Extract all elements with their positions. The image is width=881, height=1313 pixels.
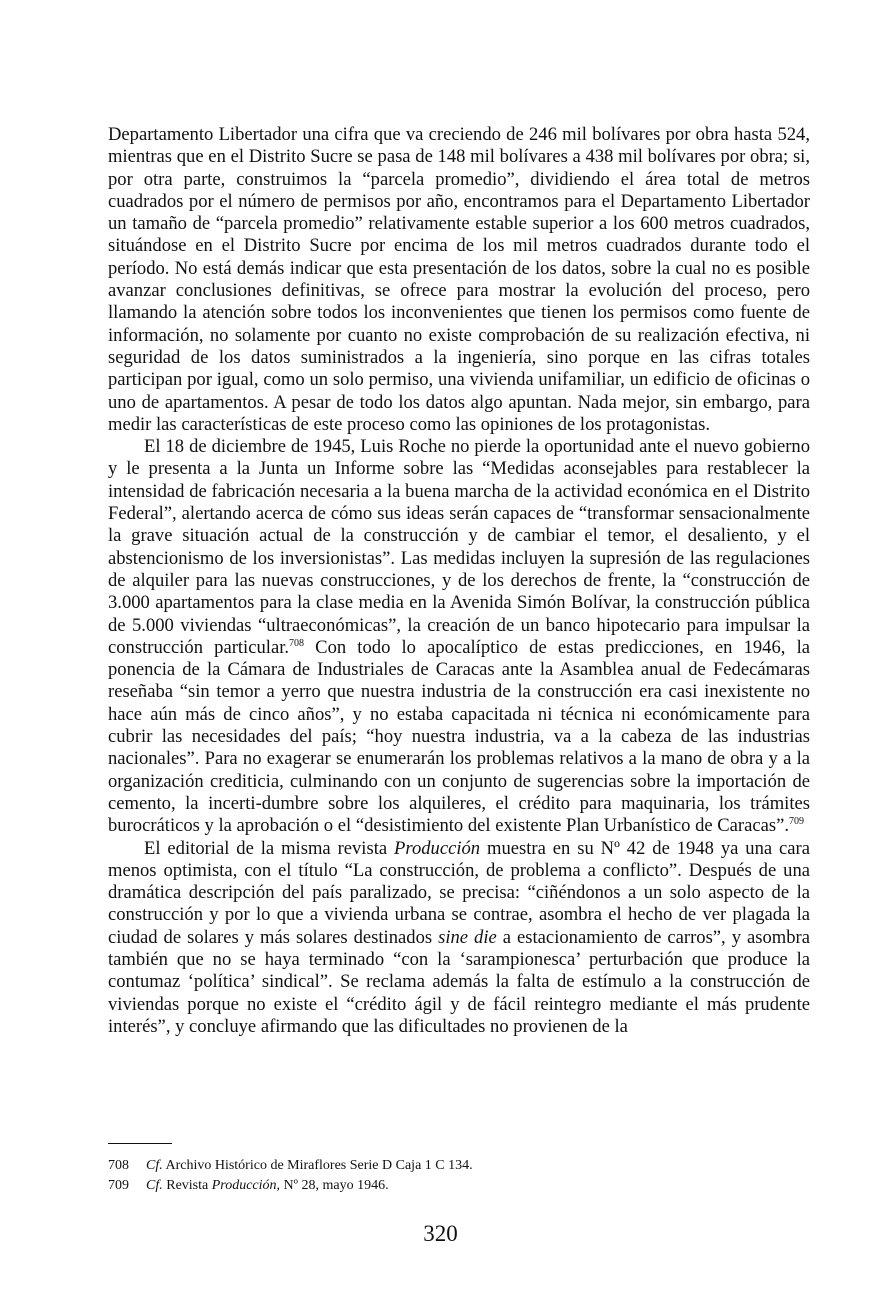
italic-text: Cf. [146,1158,163,1173]
text-run: a estacionamiento de carros”, y asombra también que no se haya terminado “con la ‘sarampionesca’ perturbación que produce la contumaz ‘política’ sindical”. Se reclama además la falta de estímulo a la construcción de viviendas porque no existe el “crédito ágil y de fácil reintegro mediante el más prudente interés”, y concluye afirmando que las dificultades no provienen de la [108,926,810,1037]
footnote-709 [108,1176,810,1196]
italic-text: sine die [438,926,497,948]
italic-text: Producción [394,837,481,859]
paragraph-2 [108,436,810,837]
body-text [108,124,810,1038]
footnote-number: 708 [108,1158,129,1173]
text-run: El 18 de diciembre de 1945, Luis Roche no pierde la oportunidad ante el nuevo gobierno y le presenta a la Junta un Informe sobre las “Medidas aconsejables para restablecer la intensidad de fabricación necesaria a la buena marcha de la actividad económica en el Distrito Federal”, alertando acerca de cómo sus ideas serán capaces de “transformar sensacionalmente la grave situación actual de la construcción y de cambiar el temor, el desaliento, y el abstencionismo de los inversionistas”. Las medidas incluyen la supresión de las regulaciones de alquiler para las nuevas construcciones, y de los derechos de frente, la “construcción de 3.000 apartamentos para la clase media en la Avenida Simón Bolívar, la construcción pública de 5.000 viviendas “ultraeconómicas”, la creación de un banco hipotecario para impulsar la construcción particular. [108,436,810,658]
footnote-ref: 709 [789,816,805,828]
paragraph-3 [108,838,810,1039]
text-run: Con todo lo apocalíptico de estas predicciones, en 1946, la ponencia de la Cámara de Industriales de Caracas ante la Asamblea anual de Fedecámaras reseñaba “sin temor a yerro que nuestra industria de la construcción era casi inexistente no hace aún más de cinco años”, y no estaba capacitada ni técnica ni económicamente para cubrir las necesidades del país; “hoy nuestra industria, va a la cabeza de las industrias nacionales”. Para no exagerar se enumerarán los problemas relativos a la mano de obra y a la organización crediticia, culminando con un conjunto de sugerencias sobre la importación de cemento, la incerti-dumbre sobre los alquileres, el crédito para maquinaria, los trámites burocráticos y la aprobación o el “desistimiento del existente Plan Urbanístico de Caracas”. [108,636,810,837]
footnote-text [146,1176,389,1196]
text-run: Archivo Histórico de Miraflores Serie D Caja 1 C 134. [162,1158,473,1173]
footnote-708 [108,1156,810,1176]
text-run: Revista [162,1178,212,1193]
footnote-text [146,1156,473,1176]
text-run: muestra en su Nº 42 de 1948 ya una cara menos optimista, con el título “La construcción, de problema a conflicto”. Después de una dramática descripción del país paralizado, se precisa: “ciñéndonos a un solo aspecto de la construcción y por lo que a vivienda urbana se contrae, asombra el hecho de ver plagada la ciudad de solares y más solares destinados [108,837,811,948]
footnote-number: 709 [108,1178,129,1193]
text-run: El editorial de la misma revista [144,837,395,859]
page-number: 320 [423,1221,458,1246]
text-run: Nº 28, mayo 1946. [280,1178,389,1193]
footnote-divider [108,1143,172,1144]
italic-text: Producción, [211,1178,281,1193]
footnote-ref: 708 [289,637,305,649]
footnotes [108,1156,810,1196]
italic-text: Cf. [146,1178,163,1193]
text-run: Departamento Libertador una cifra que va creciendo de 246 mil bolívares por obra hasta 524, mientras que en el Distrito Sucre se pasa de 148 mil bolívares a 438 mil bolívares por obra; si, por otra parte, construimos la “parcela promedio”, dividiendo el área total de metros cuadrados por el número de permisos por año, encontramos para el Departamento Libertador un tamaño de “parcela promedio” relativamente estable superior a los 600 metros cuadrados, situándose en el Distrito Sucre por encima de los mil metros cuadrados durante todo el período. No está demás indicar que esta presentación de los datos, sobre la cual no es posible avanzar conclusiones definitivas, se ofrece para mostrar la evolución del proceso, pero llamando la atención sobre todos los inconvenientes que tienen los permisos como fuente de información, no solamente por cuanto no existe comprobación de su realización efectiva, ni seguridad de los datos suministrados a la ingeniería, sino porque en las cifras totales participan por igual, como un solo permiso, una vivienda unifamiliar, un edificio de oficinas o uno de apartamentos. A pesar de todo los datos algo apuntan. Nada mejor, sin embargo, para medir las características de este proceso como las opiniones de los protagonistas. [108,124,810,435]
paragraph-1 [108,124,810,436]
